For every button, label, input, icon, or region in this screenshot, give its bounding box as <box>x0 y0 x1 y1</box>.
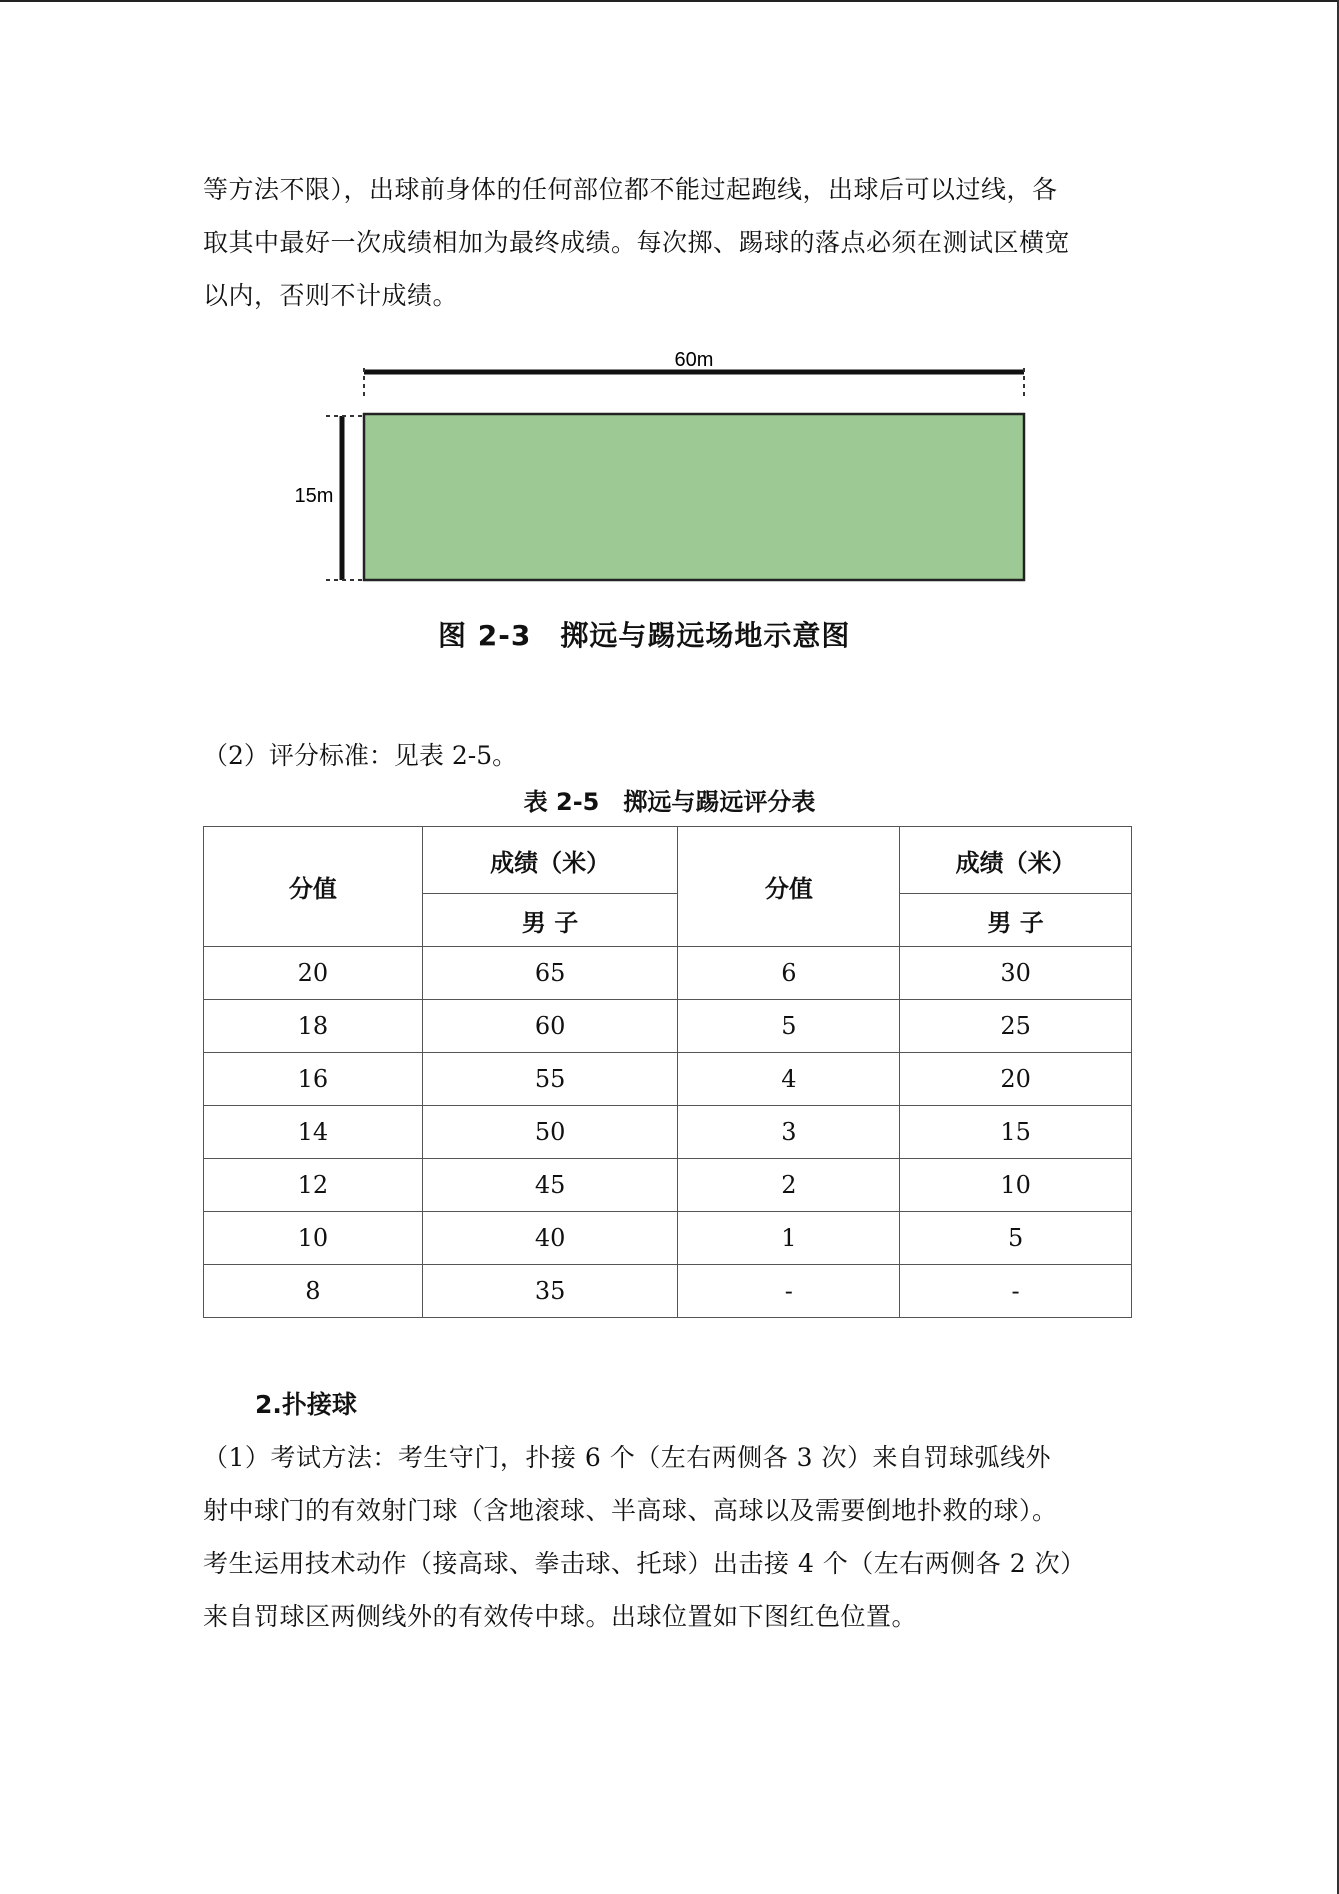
table-row <box>204 947 1132 1000</box>
table-cell: 5 <box>678 1000 900 1053</box>
table-row <box>204 1053 1132 1106</box>
header-score-right: 分值 <box>678 827 900 947</box>
table-header-row <box>204 827 1132 894</box>
table-cell: 16 <box>204 1053 423 1106</box>
test-area-field <box>364 414 1024 580</box>
table-cell: 10 <box>204 1212 423 1265</box>
table-cell: 65 <box>422 947 678 1000</box>
table-cell: 45 <box>422 1159 678 1212</box>
header-result-right: 成绩（米） <box>900 827 1132 894</box>
text-line: 取其中最好一次成绩相加为最终成绩。每次掷、踢球的落点必须在测试区横宽 <box>203 228 1071 257</box>
table-cell: 3 <box>678 1106 900 1159</box>
table-row <box>204 1000 1132 1053</box>
intro-paragraph <box>203 163 1070 322</box>
table-cell: 30 <box>900 947 1132 1000</box>
table-row <box>204 1265 1132 1318</box>
table-cell: 25 <box>900 1000 1132 1053</box>
criteria-line: （2）评分标准：见表 2-5。 <box>203 741 518 770</box>
header-score-left: 分值 <box>204 827 423 947</box>
section-title: 2.扑接球 <box>255 1390 357 1419</box>
header-result-left: 成绩（米） <box>422 827 678 894</box>
text-line: 来自罚球区两侧线外的有效传中球。出球位置如下图红色位置。 <box>203 1602 918 1631</box>
text-line: 射中球门的有效射门球（含地滚球、半高球、高球以及需要倒地扑救的球）。 <box>203 1496 1058 1525</box>
text-line: （1）考试方法：考生守门，扑接 6 个（左右两侧各 3 次）来自罚球弧线外 <box>203 1443 1052 1472</box>
table-cell: 20 <box>204 947 423 1000</box>
table-cell: 4 <box>678 1053 900 1106</box>
table-cell: - <box>678 1265 900 1318</box>
header-gender-right: 男 子 <box>900 894 1132 947</box>
table-cell: 35 <box>422 1265 678 1318</box>
table-row <box>204 1106 1132 1159</box>
table-cell: 6 <box>678 947 900 1000</box>
table-row <box>204 1159 1132 1212</box>
score-table <box>203 826 1132 1318</box>
method-paragraph <box>203 1431 1086 1643</box>
field-diagram-svg <box>290 340 1160 600</box>
table-cell: 55 <box>422 1053 678 1106</box>
height-label: 15m <box>294 485 334 507</box>
table-cell: 2 <box>678 1159 900 1212</box>
table-cell: 14 <box>204 1106 423 1159</box>
table-cell: 18 <box>204 1000 423 1053</box>
table-cell: 8 <box>204 1265 423 1318</box>
table-cell: - <box>900 1265 1132 1318</box>
table-cell: 1 <box>678 1212 900 1265</box>
score-table-body <box>204 947 1132 1318</box>
text-line: 以内，否则不计成绩。 <box>203 281 459 310</box>
width-label: 60m <box>674 349 714 371</box>
table-row <box>204 1212 1132 1265</box>
table-title: 表 2-5 掷远与踢远评分表 <box>523 788 816 816</box>
table-cell: 60 <box>422 1000 678 1053</box>
table-cell: 15 <box>900 1106 1132 1159</box>
table-cell: 50 <box>422 1106 678 1159</box>
table-cell: 5 <box>900 1212 1132 1265</box>
table-cell: 40 <box>422 1212 678 1265</box>
text-line: 等方法不限），出球前身体的任何部位都不能过起跑线，出球后可以过线，各 <box>203 175 1058 204</box>
page-top-border <box>0 0 1339 2</box>
header-gender-left: 男 子 <box>422 894 678 947</box>
table-cell: 20 <box>900 1053 1132 1106</box>
table-cell: 10 <box>900 1159 1132 1212</box>
figure-caption: 图 2-3 掷远与踢远场地示意图 <box>438 619 851 652</box>
table-cell: 12 <box>204 1159 423 1212</box>
text-line: 考生运用技术动作（接高球、拳击球、托球）出击接 4 个（左右两侧各 2 次） <box>203 1549 1086 1578</box>
